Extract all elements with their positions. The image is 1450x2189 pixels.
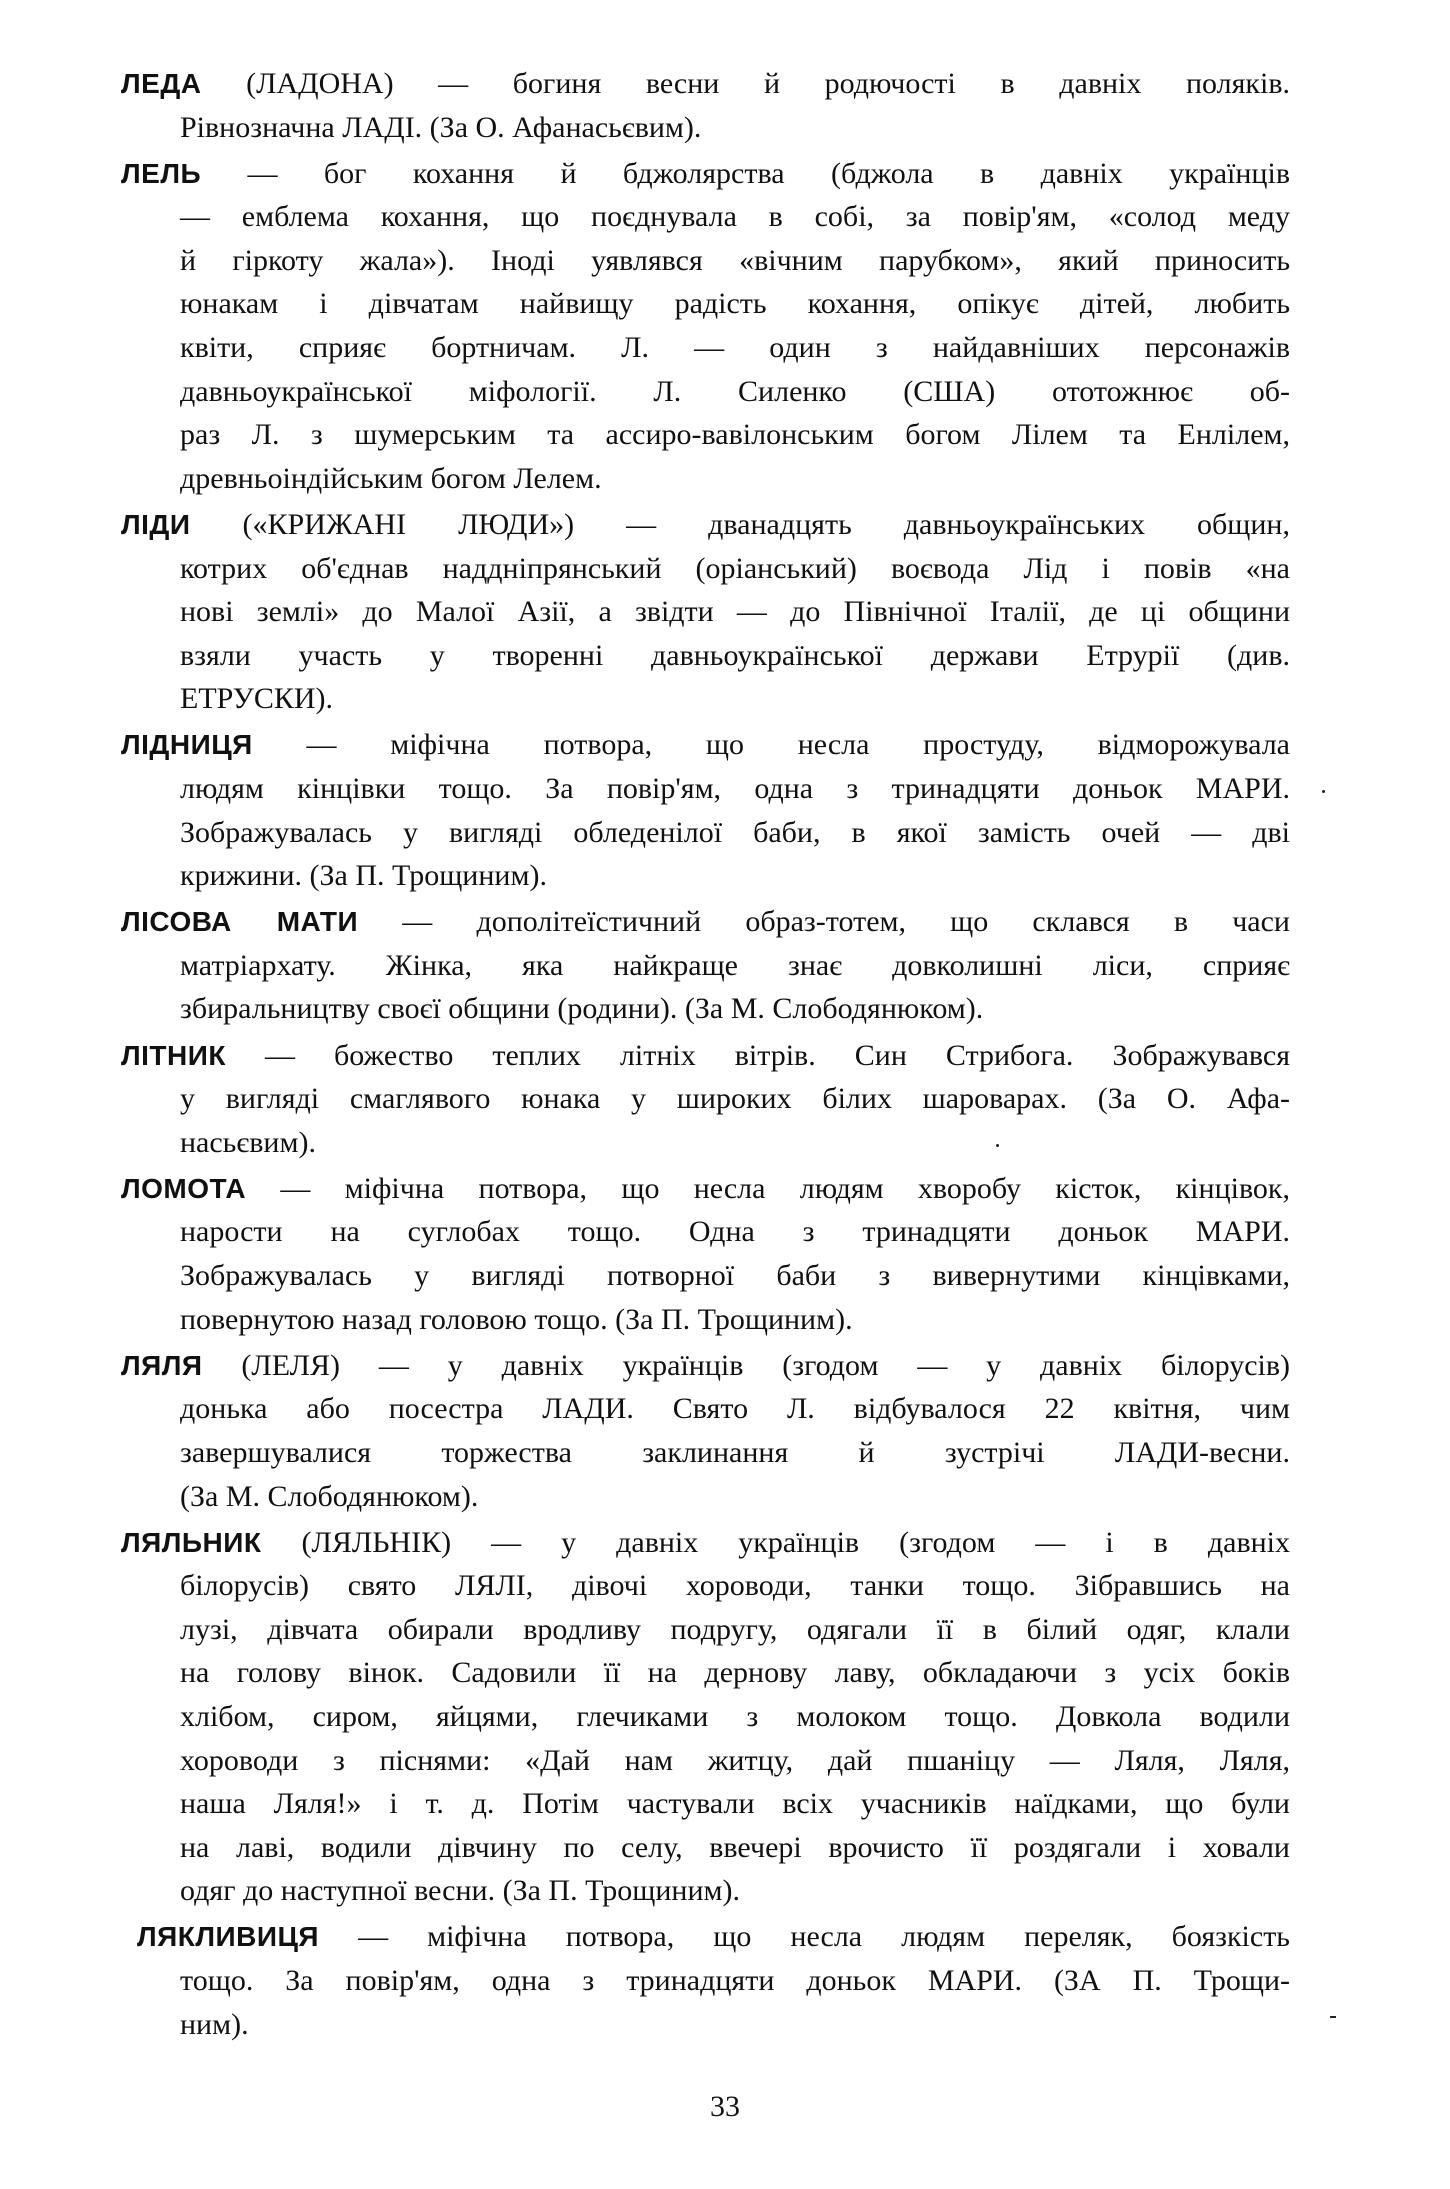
entry-line: Зображувалась у вигляді обледенілої баби, в якої замість очей — дві [180,815,1290,849]
entry-line: одяг до наступної весни. (За П. Трощиним). [180,1874,741,1908]
entry-line: білорусів) свято ЛЯЛІ, дівочі хороводи, танки тощо. Зібравшись на [180,1569,1290,1603]
entry-line [121,62,1290,106]
dictionary-entry [0,503,1450,721]
entry-line: лузі, дівчата обирали вродливу подругу, одягали її в білий одяг, клали [180,1612,1290,1646]
entry-line: взяли участь у творенні давньоукраїнської держави Етрурії (див. [180,638,1290,672]
entry-line: повернутою назад головою тощо. (За П. Трощиним). [180,1302,853,1336]
print-speck [1330,2016,1336,2018]
entry-text: («КРИЖАНІ ЛЮДИ») — дванадцять давньоукраїнських общин, [190,507,1290,541]
entry-headword: ЛЯКЛИВИЦЯ [137,1921,320,1953]
entry-line [121,1521,1290,1565]
entry-line: котрих об'єднав наддніпрянський (оріанський) воєвода Лід і повів «на [180,551,1290,585]
entry-line: й гіркоту жала»). Іноді уявлявся «вічним парубком», який приносить [180,243,1290,277]
entry-headword: ЛЯЛЬНИК [121,1526,262,1558]
entry-line: донька або посестра ЛАДИ. Свято Л. відбувалося 22 квітня, чим [180,1392,1290,1426]
entry-text: — міфічна потвора, що несла простуду, відморожувала [252,728,1290,762]
entry-line: хороводи з піснями: «Дай нам житцу, дай пшаніцу — Ляля, Ляля, [180,1743,1290,1777]
entry-line: тощо. За повір'ям, одна з тринадцяти доньок МАРИ. (ЗА П. Трощи- [180,1964,1290,1998]
entry-text: (ЛЕЛЯ) — у давніх українців (згодом — у давніх білорусів) [202,1348,1290,1382]
entry-headword: ЛЯЛЯ [121,1349,203,1381]
entry-line [121,1344,1290,1388]
entry-line: насьєвим). [180,1125,316,1159]
entry-line: матріархату. Жінка, яка найкраще знає довколишні ліси, сприяє [180,948,1290,982]
entry-line: збиральництву своєї общини (родини). (За М. Слободянюком). [180,992,984,1026]
entry-line [121,723,1290,767]
entry-line [121,152,1290,196]
entry-headword: ЛІТНИК [121,1039,226,1071]
entry-line: — емблема кохання, що поєднувала в собі, за повір'ям, «солод меду [180,200,1290,234]
entry-text: (ЛЯЛЬНІК) — у давніх українців (згодом — і в давніх [261,1525,1290,1559]
entry-line: Зображувалась у вигляді потворної баби з вивернутими кінцівками, [180,1259,1290,1293]
dictionary-entry [0,900,1450,1031]
entry-line [121,1167,1290,1211]
entry-line: квіти, сприяє бортничам. Л. — один з найдавніших персонажів [180,331,1290,365]
entry-line: ЕТРУСКИ). [180,682,334,716]
entry-text: (ЛАДОНА) — богиня весни й родючості в давніх поляків. [201,67,1290,100]
dictionary-entry [0,723,1450,897]
entry-line: давньоукраїнської міфології. Л. Силенко (США) ототожнює об- [180,374,1290,408]
entry-line: древньоіндійським богом Лелем. [180,461,602,495]
dictionary-entry [0,1034,1450,1165]
entry-text: — божество теплих літніх вітрів. Син Стрибога. Зображувався [225,1038,1290,1072]
entry-line: крижини. (За П. Трощиним). [180,859,547,893]
entry-line: людям кінцівки тощо. За повір'ям, одна з тринадцяти доньок МАРИ. [180,772,1290,805]
entry-text: — бог кохання й бджолярства (бджола в давніх українців [201,156,1290,190]
entry-line: хлібом, сиром, яйцями, глечиками з молоком тощо. Довкола водили [180,1699,1290,1733]
dictionary-page [0,62,1450,2049]
entry-line [121,503,1290,547]
dictionary-entry [0,152,1450,501]
entry-line: на лаві, водили дівчину по селу, ввечері врочисто її роздягали і ховали [180,1830,1290,1864]
dictionary-entry [0,62,1450,149]
dictionary-entry [0,1521,1450,1913]
entry-line [137,1915,1290,1959]
entry-headword: ЛЕЛЬ [121,157,202,189]
entry-line: завершувалися торжества заклинання й зустрічі ЛАДИ-весни. [180,1435,1290,1469]
entry-text: — міфічна потвора, що несла людям хворобу кісток, кінцівок, [246,1171,1290,1205]
dictionary-entry [0,1167,1450,1341]
entry-line: наша Ляля!» і т. д. Потім частували всіх учасників наїдками, що були [180,1787,1290,1821]
entry-line: Рівнозначна ЛАДІ. (За О. Афанасьєвим). [180,110,702,144]
entry-line: у вигляді смаглявого юнака у широких білих шароварах. (За О. Афа- [180,1082,1290,1116]
entry-text: — міфічна потвора, що несла людям переляк, боязкість [319,1920,1290,1954]
entry-line: на голову вінок. Садовили її на дернову лаву, обкладаючи з усіх боків [180,1656,1290,1690]
entry-line: нарости на суглобах тощо. Одна з тринадцяти доньок МАРИ. [180,1215,1290,1249]
entry-line: юнакам і дівчатам найвищу радість кохання, опікує дітей, любить [180,287,1290,321]
entry-headword: ЛІСОВА МАТИ [121,906,359,938]
print-speck [1322,790,1325,793]
entry-line: раз Л. з шумерським та ассиро-вавілонським богом Лілем та Енлілем, [180,418,1290,452]
entry-line [121,900,1290,944]
entry-line [121,1034,1290,1078]
entry-line: ним). [180,2007,249,2041]
page-number: 33 [710,2090,740,2123]
entry-headword: ЛОМОТА [121,1172,247,1204]
entry-headword: ЛІДИ [121,508,191,540]
dictionary-entry [0,1915,1450,2046]
entry-headword: ЛЕДА [121,68,202,99]
entry-line: (За М. Слободянюком). [180,1479,479,1513]
entry-text: — дополітеїстичний образ-тотем, що склався в часи [358,905,1290,939]
print-speck [996,1144,999,1147]
entry-line: нові землі» до Малої Азії, а звідти — до Північної Італії, де ці общини [180,595,1290,629]
dictionary-entry [0,1344,1450,1518]
entry-headword: ЛІДНИЦЯ [121,729,253,761]
